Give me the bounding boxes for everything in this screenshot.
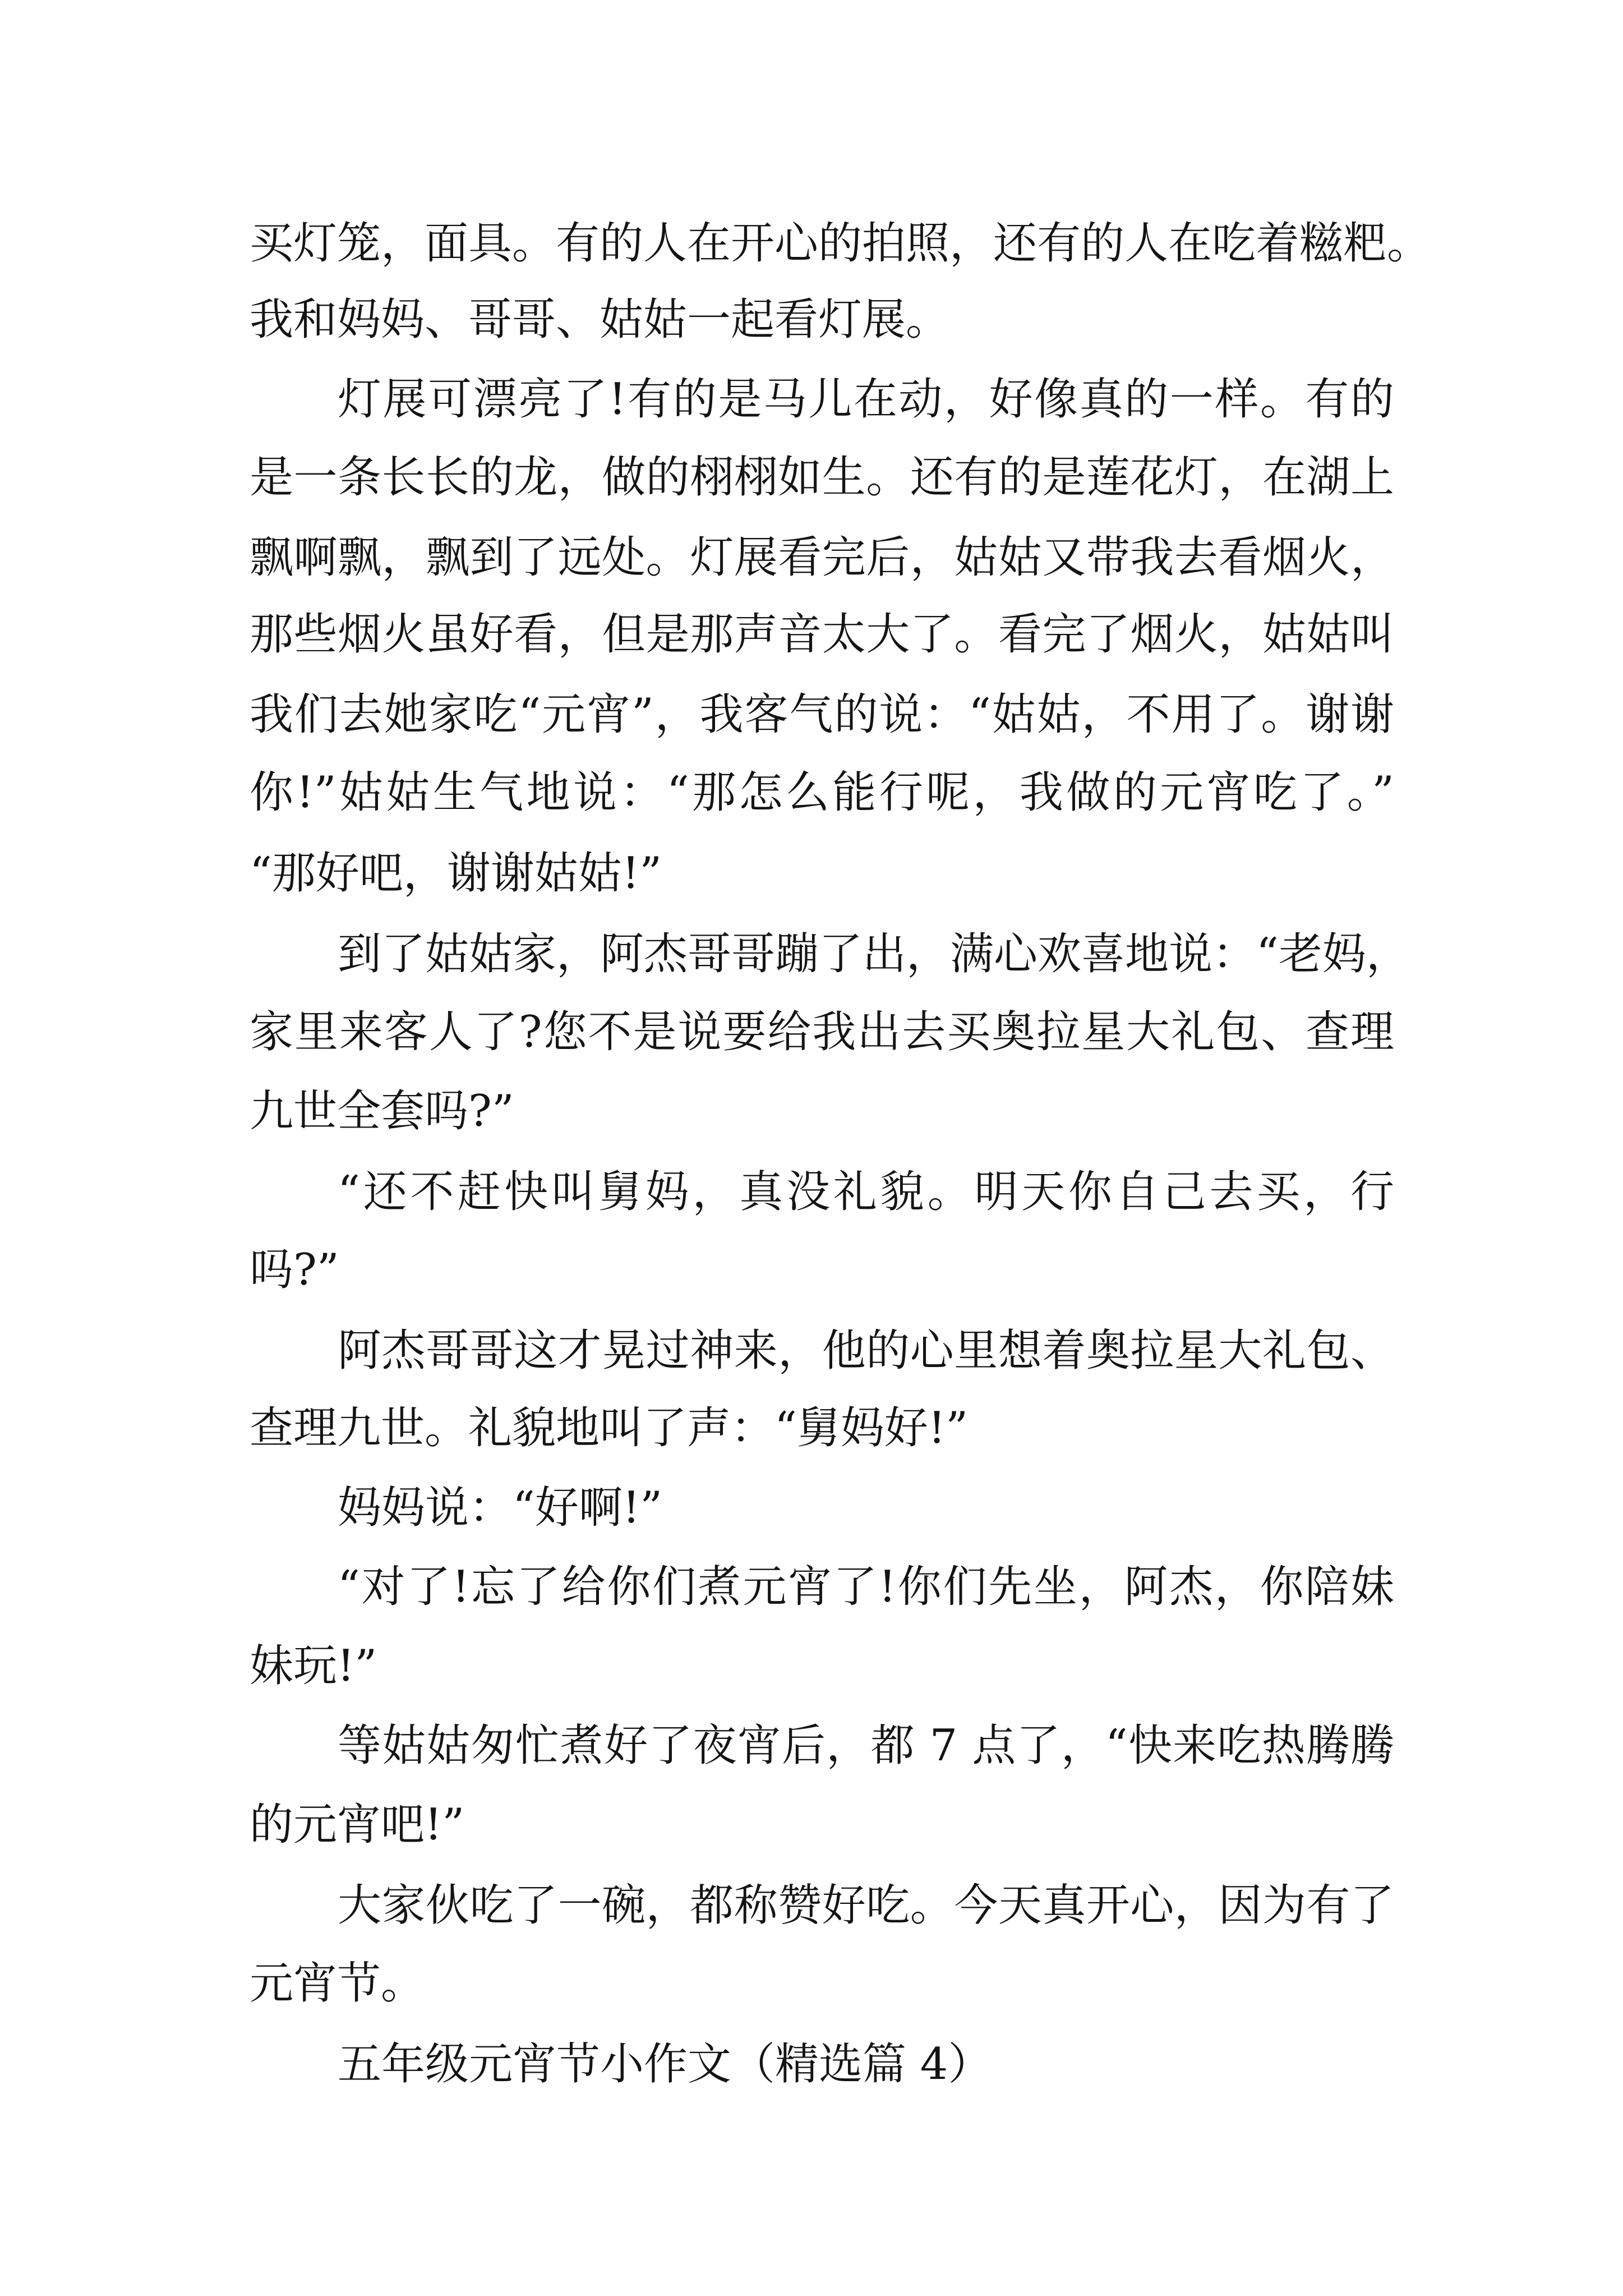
- text-line: 妹玩!”: [250, 1641, 377, 1691]
- text-line: 灯展可漂亮了!有的是马儿在动，好像真的一样。有的: [338, 374, 1394, 425]
- text-line: 等姑姑匆忙煮好了夜宵后，都 7 点了，“快来吃热腾腾: [338, 1720, 1394, 1771]
- text-line: 到了姑姑家，阿杰哥哥蹦了出，满心欢喜地说：“老妈，: [338, 929, 1410, 979]
- text-line: 阿杰哥哥这才晃过神来，他的心里想着奥拉星大礼包、: [338, 1326, 1394, 1376]
- section-heading: 五年级元宵节小作文（精选篇 4）: [338, 2039, 992, 2090]
- text-line: 那些烟火虽好看，但是那声音太大了。看完了烟火，姑姑叫: [250, 609, 1394, 660]
- text-line: 查理九世。礼貌地叫了声：“舅妈好!”: [250, 1403, 969, 1453]
- text-line: 买灯笼，面具。有的人在开心的拍照，还有的人在吃着糍粑。: [250, 218, 1431, 269]
- text-line: 家里来客人了?您不是说要给我出去买奥拉星大礼包、查理: [250, 1007, 1394, 1057]
- text-line: 我们去她家吃“元宵”，我客气的说：“姑姑，不用了。谢谢: [250, 689, 1394, 740]
- text-line: 我和妈妈、哥哥、姑姑一起看灯展。: [250, 295, 950, 345]
- text-line: 你!”姑姑生气地说：“那怎么能行呢，我做的元宵吃了。”: [250, 767, 1394, 818]
- text-line: 吗?”: [250, 1245, 339, 1295]
- text-line: “还不赶快叫舅妈，真没礼貌。明天你自己去买，行: [338, 1167, 1394, 1217]
- text-line: 元宵节。: [250, 1958, 425, 2009]
- text-line: “那好吧，谢谢姑姑!”: [250, 848, 662, 899]
- text-line: 九世全套吗?”: [250, 1086, 514, 1137]
- text-line: 妈妈说：“好啊!”: [338, 1483, 663, 1533]
- text-line: “对了!忘了给你们煮元宵了!你们先坐，阿杰，你陪妹: [338, 1562, 1394, 1612]
- text-line: 大家伙吃了一碗，都称赞好吃。今天真开心，因为有了: [338, 1880, 1394, 1931]
- text-line: 飘啊飘，飘到了远处。灯展看完后，姑姑又带我去看烟火，: [250, 532, 1394, 583]
- text-line: 是一条长长的龙，做的栩栩如生。还有的是莲花灯，在湖上: [250, 452, 1394, 503]
- text-line: 的元宵吧!”: [250, 1800, 465, 1850]
